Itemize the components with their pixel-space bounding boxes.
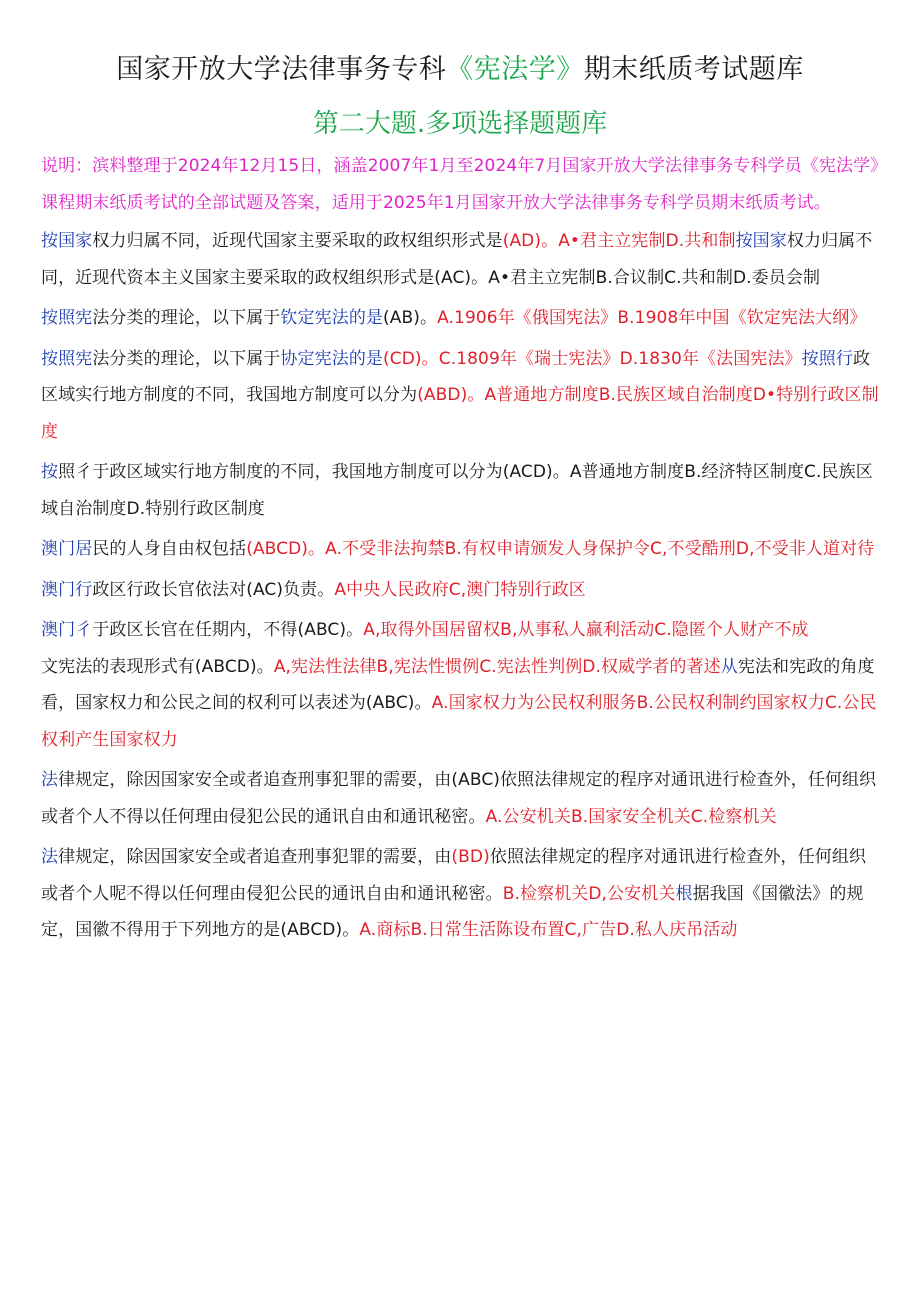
question-lead: 澳门彳 — [41, 620, 93, 640]
question-answer: A,宪法性法律B,宪法性惯例C.宪法性判例D.权威学者的著述 — [273, 656, 721, 677]
question-text: 律规定，除因国家安全或者追查刑事犯罪的需要，由 — [58, 847, 452, 867]
list-item — [41, 839, 883, 949]
question-answer: A.公安机关B.国家安全机关C.检察机关 — [485, 806, 777, 827]
question-text: 法分类的理论，以下属于 — [92, 308, 281, 328]
question-lead: 澳门居 — [41, 539, 93, 559]
question-lead: 按照行 — [801, 348, 853, 369]
question-answer: (BD) — [451, 847, 490, 867]
question-lead: 按国家 — [735, 231, 787, 251]
question-text: 政区域实行地方制度的不同，我国地方制度可以分为 — [41, 348, 871, 405]
question-text: 照彳于政区域实行地方制度的不同，我国地方制度可以分为(ACD)。A普通地方制度B.经济特区制度C.民族区域自治制度D.特别行政区制度 — [41, 462, 873, 519]
question-lead: 法 — [41, 847, 59, 867]
question-text: 权力归属不同，近现代资本主义国家主要采取的政权组织形式是(AC)。A•君主立宪制B.合议制C.共和制D.委员会制 — [41, 231, 873, 288]
list-item — [41, 612, 883, 649]
question-lead: 按照宪 — [41, 348, 93, 369]
list-item — [41, 341, 883, 451]
question-lead: 按照宪 — [41, 308, 93, 328]
question-kind: 钦定宪法的是 — [280, 308, 384, 328]
title-highlight: 《宪法学》 — [446, 54, 584, 85]
question-answer: A.商标B.日常生活陈设布置C,广告D.私人庆吊活动 — [359, 920, 738, 940]
question-text: 依照法律规定的程序对通讯进行检查外，任何组织或者个人呢不得以任何理由侵犯公民的通讯自由和通讯秘密。 — [41, 847, 867, 904]
question-answer: A中央人民政府C,澳门特别行政区 — [334, 579, 586, 600]
question-text: 宪法和宪政的角度看，国家权力和公民之间的权利可以表述为(ABC)。 — [41, 656, 875, 713]
list-item — [41, 572, 883, 609]
question-lead: 法 — [41, 770, 59, 790]
question-lead: 按国家 — [41, 231, 93, 251]
list-item — [41, 454, 883, 527]
question-lead: 澳门行 — [41, 579, 93, 600]
question-answer: (ABD)。A普通地方制度B.民族区域自治制度D•特别行政区制度 — [41, 385, 879, 442]
question-text: 文宪法的表现形式有(ABCD)。 — [41, 656, 274, 677]
question-text: 政区行政长官依法对(AC)负责。 — [92, 579, 335, 600]
intro-note: 说明：滨料整理于2024年12月15日，涵盖2007年1月至2024年7月国家开放大学法律事务专科学员《宪法学》课程期末纸质考试的全部试题及答案，适用于2025年1月国家开放大学法律事务专科学员期末纸质考试。 — [41, 156, 879, 213]
title-before: 国家开放大学法律事务专科 — [116, 54, 447, 85]
question-answer: A.国家权力为公民权利服务B.公民权利制约国家权力C.公民权利产生国家权力 — [41, 693, 877, 750]
title-after: 期末纸质考试题库 — [583, 54, 804, 85]
question-code: (AB)。 — [383, 308, 438, 328]
question-text: 法分类的理论，以下属于 — [92, 348, 281, 369]
question-text: 据我国《国徽法》的规定，国徽不得用于下列地方的是(ABCD)。 — [41, 883, 864, 940]
list-item — [41, 223, 883, 296]
page-subtitle: 第二大题.多项选择题题库 — [312, 109, 608, 139]
question-answer: (ABCD)。A.不受非法拘禁B.有权申请颁发人身保护令C,不受酷刑D,不受非人道对待 — [246, 539, 875, 559]
question-answer: A,取得外国居留权B,从事私人赢利活动C.隐匿个人财产不成 — [363, 620, 809, 640]
question-answer: B.检察机关D,公安机关 — [502, 883, 676, 904]
question-text: 民的人身自由权包括 — [92, 539, 247, 559]
question-answer: A.1906年《俄国宪法》B.1908年中国《钦定宪法大纲》 — [437, 308, 867, 328]
question-answer: (CD)。C.1809年《瑞士宪法》D.1830年《法国宪法》 — [383, 348, 802, 369]
list-item — [41, 531, 883, 568]
question-list — [41, 148, 883, 953]
list-item — [41, 762, 883, 835]
list-item — [41, 649, 883, 759]
list-item — [41, 300, 883, 337]
question-kind: 协定宪法的是 — [280, 348, 384, 369]
question-lead: 从 — [720, 656, 738, 677]
question-text: 于政区长官在任期内，不得(ABC)。 — [92, 620, 364, 640]
page-title — [0, 50, 920, 90]
question-text: 律规定，除因国家安全或者追查刑事犯罪的需要，由(ABC)依照法律规定的程序对通讯进行检查外，任何组织或者个人不得以任何理由侵犯公民的通讯自由和通讯秘密。 — [41, 770, 877, 827]
question-answer: (AD)。A•君主立宪制D.共和制 — [502, 231, 736, 251]
question-lead: 根 — [675, 883, 693, 904]
question-text: 权力归属不同，近现代国家主要采取的政权组织形式是 — [92, 231, 503, 251]
question-lead: 按 — [41, 462, 59, 482]
